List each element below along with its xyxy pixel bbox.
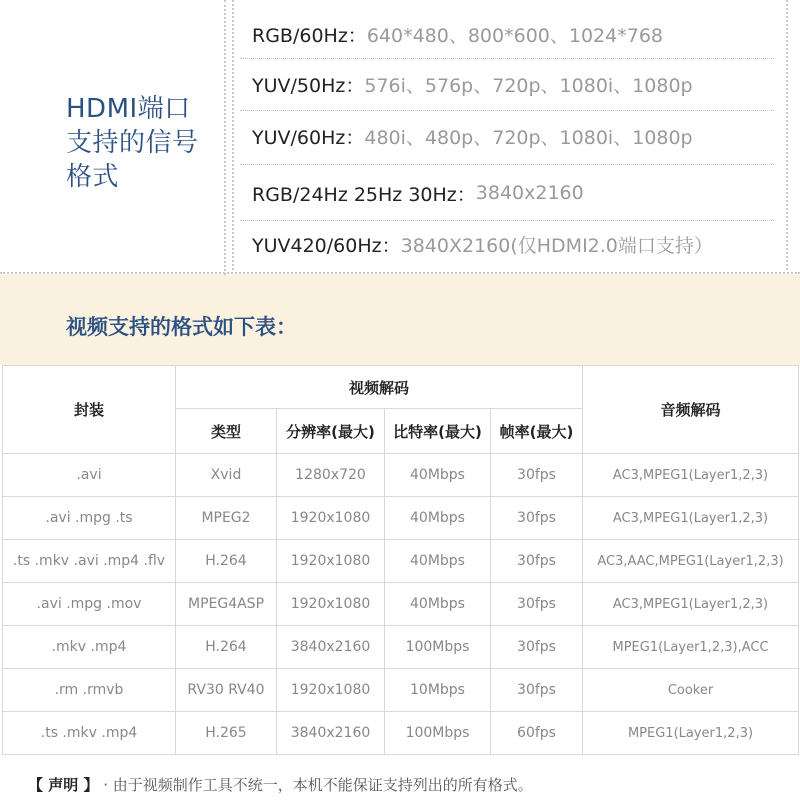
signal-divider [240,164,774,165]
cell-bitrate: 100Mbps [385,626,491,669]
header-bitrate: 比特率(最大) [385,409,491,454]
cell-resolution: 3840x2160 [277,712,385,755]
signal-value: 3840x2160 [475,182,584,204]
header-framerate: 帧率(最大) [491,409,583,454]
video-format-table [2,365,799,755]
cell-audio: MPEG1(Layer1,2,3),ACC [583,626,799,669]
cell-type: H.264 [176,540,277,583]
cell-framerate: 30fps [491,626,583,669]
cell-bitrate: 40Mbps [385,454,491,497]
cell-resolution: 1920x1080 [277,583,385,626]
cell-type: Xvid [176,454,277,497]
cell-audio: Cooker [583,669,799,712]
cell-framerate: 60fps [491,712,583,755]
disclaimer-note [28,774,533,795]
signal-value: 480i、480p、720p、1080i、1080p [364,126,693,149]
table-header-row [3,366,799,409]
cell-type: H.264 [176,626,277,669]
cell-audio: MPEG1(Layer1,2,3) [583,712,799,755]
cell-container: .avi [3,454,176,497]
table-row [3,669,799,712]
cell-resolution: 3840x2160 [277,626,385,669]
cell-bitrate: 40Mbps [385,497,491,540]
cell-framerate: 30fps [491,583,583,626]
hdmi-title-line: 格式 [66,162,120,192]
signal-label: RGB/60Hz： [252,24,367,47]
cell-framerate: 30fps [491,540,583,583]
disclaimer-tag: 【 声明 】 [28,776,99,794]
signal-label: YUV/60Hz： [252,126,365,149]
cell-bitrate: 100Mbps [385,712,491,755]
cell-container: .avi .mpg .ts [3,497,176,540]
cell-type: RV30 RV40 [176,669,277,712]
signal-value: 3840X2160(仅HDMI2.0端口支持） [400,234,713,257]
cell-type: MPEG4ASP [176,583,277,626]
cell-bitrate: 10Mbps [385,669,491,712]
hdmi-title-line: 支持的信号 [66,128,199,158]
cell-container: .ts .mkv .avi .mp4 .flv [3,540,176,583]
header-video-decode: 视频解码 [176,366,583,409]
header-type: 类型 [176,409,277,454]
cell-type: H.265 [176,712,277,755]
hdmi-title-line: HDMI端口 [66,94,191,124]
cell-resolution: 1280x720 [277,454,385,497]
cell-framerate: 30fps [491,669,583,712]
signal-row [240,218,774,270]
cell-audio: AC3,AAC,MPEG1(Layer1,2,3) [583,540,799,583]
signal-row [240,110,774,162]
table-row [3,454,799,497]
table-row [3,540,799,583]
table-row [3,583,799,626]
header-container: 封装 [3,366,176,454]
signal-value: 640*480、800*600、1024*768 [366,24,663,47]
table-row [3,626,799,669]
signal-row [240,8,774,60]
header-audio-decode: 音频解码 [583,366,799,454]
signal-row [240,167,774,219]
cell-container: .rm .rmvb [3,669,176,712]
cell-container: .avi .mpg .mov [3,583,176,626]
signal-row [240,58,774,110]
cell-resolution: 1920x1080 [277,497,385,540]
cell-container: .mkv .mp4 [3,626,176,669]
cell-audio: AC3,MPEG1(Layer1,2,3) [583,454,799,497]
cell-bitrate: 40Mbps [385,540,491,583]
signal-label: RGB/24Hz 25Hz 30Hz： [252,183,476,206]
signal-label: YUV420/60Hz： [252,234,401,257]
cell-audio: AC3,MPEG1(Layer1,2,3) [583,583,799,626]
header-resolution: 分辨率(最大) [277,409,385,454]
table-row [3,497,799,540]
hdmi-title [66,92,216,194]
cell-framerate: 30fps [491,454,583,497]
cell-resolution: 1920x1080 [277,540,385,583]
video-formats-title: 视频支持的格式如下表： [66,315,297,339]
disclaimer-text: · 由于视频制作工具不统一，本机不能保证支持列出的所有格式。 [103,776,533,794]
cell-type: MPEG2 [176,497,277,540]
cell-audio: AC3,MPEG1(Layer1,2,3) [583,497,799,540]
table-row [3,712,799,755]
cell-bitrate: 40Mbps [385,583,491,626]
cell-framerate: 30fps [491,497,583,540]
cell-resolution: 1920x1080 [277,669,385,712]
cell-container: .ts .mkv .mp4 [3,712,176,755]
signal-label: YUV/50Hz： [252,74,365,97]
signal-value: 576i、576p、720p、1080i、1080p [364,74,693,97]
